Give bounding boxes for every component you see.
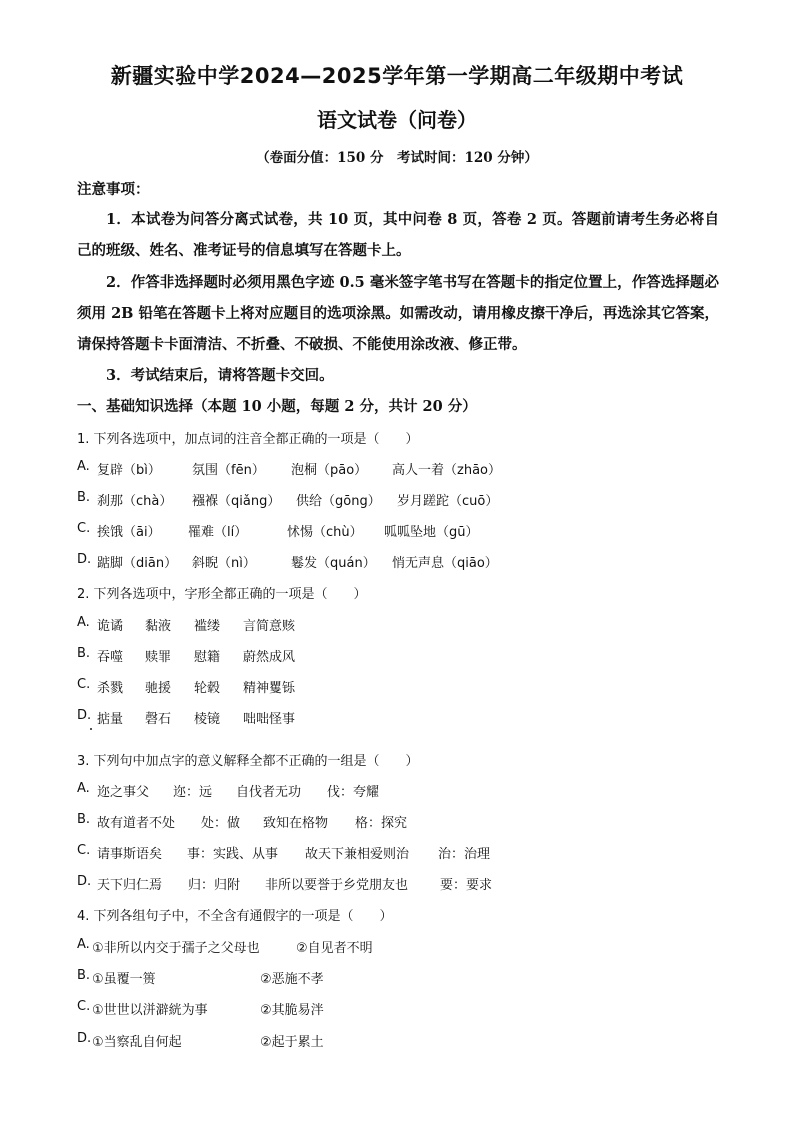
option-item: 复辟（bì） bbox=[97, 463, 161, 478]
option-item: 伐：夸耀 bbox=[327, 785, 380, 800]
option-item: ②恶施不孝 bbox=[260, 972, 324, 987]
option-item: 氛围（fēn） bbox=[192, 463, 265, 478]
notice-item-2: 2．作答非选择题时必须用黑色字迹 0.5 毫米签字笔书写在答题卡的指定位置上，作答选择题必须用 2B 铅笔在答题卡上将对应题目的选项涂黑。如需改动，请用橡皮擦干净后，再选涂其它答案，请保持答题卡卡面清洁、不折叠、不破损、不能使用涂改液、修正带。 bbox=[77, 274, 719, 353]
option-letter: C. bbox=[77, 677, 91, 692]
option-item: 黏液 bbox=[145, 619, 172, 634]
option-item: 供给（gōng） bbox=[296, 494, 381, 509]
option-item: 驰援 bbox=[145, 681, 172, 696]
option-item: 泡桐（pāo） bbox=[291, 463, 368, 478]
option-item: 挨饿（āi） bbox=[97, 525, 161, 540]
option-item: 言简意赅 bbox=[243, 619, 296, 634]
option-item: 事：实践、从事 bbox=[187, 847, 279, 862]
option-item: 吞噬 bbox=[97, 650, 124, 665]
option-item: 非所以要誉于乡党朋友也 bbox=[265, 878, 409, 893]
option-item: 迩之事父 bbox=[97, 785, 150, 800]
option-item: 高人一着（zhāo） bbox=[392, 463, 501, 478]
option-letter: D. bbox=[77, 552, 92, 567]
option-item: ②其脆易泮 bbox=[260, 1003, 324, 1018]
notice-heading: 注意事项： bbox=[77, 181, 150, 198]
option-item: 杀戮 bbox=[97, 681, 124, 696]
option-item: 咄咄怪事 bbox=[243, 712, 296, 727]
option-item: 天下归仁焉 bbox=[97, 878, 163, 893]
exam-subtitle: 语文试卷（问卷） bbox=[317, 108, 477, 132]
question-1-stem: 1. 下列各选项中，加点词的注音全都正确的一项是（ ） bbox=[77, 432, 419, 447]
option-item: 斜睨（nì） bbox=[192, 556, 256, 571]
question-3-stem: 3. 下列句中加点字的意义解释全都不正确的一组是（ ） bbox=[77, 754, 419, 769]
option-item: 慰籍 bbox=[194, 650, 221, 665]
notice-item-3: 3．考试结束后，请将答题卡交回。 bbox=[106, 367, 334, 384]
option-letter: C. bbox=[77, 521, 91, 536]
option-letter: C. bbox=[77, 999, 91, 1014]
question-2-stem: 2. 下列各选项中，字形全都正确的一项是（ ） bbox=[77, 587, 367, 602]
option-letter: C. bbox=[77, 843, 91, 858]
option-item: 请事斯语矣 bbox=[97, 847, 163, 862]
option-item: ①当察乱自何起 bbox=[92, 1035, 182, 1050]
option-letter: B. bbox=[77, 646, 91, 661]
option-item: 刹那（chà） bbox=[97, 494, 173, 509]
option-item: 赎罪 bbox=[145, 650, 172, 665]
option-item: 岁月蹉跎（cuō） bbox=[397, 494, 499, 509]
option-item: ②自见者不明 bbox=[296, 941, 373, 956]
question-4-stem: 4. 下列各组句子中，不全含有通假字的一项是（ ） bbox=[77, 909, 393, 924]
exam-meta: （卷面分值：150 分 考试时间：120 分钟） bbox=[256, 150, 538, 166]
option-item: 处：做 bbox=[201, 816, 241, 831]
option-item: 故有道者不处 bbox=[97, 816, 176, 831]
option-item: 治：治理 bbox=[438, 847, 491, 862]
option-item: 罹难（lí） bbox=[188, 525, 248, 540]
option-item: 致知在格物 bbox=[263, 816, 329, 831]
option-item: 棱镜 bbox=[194, 712, 221, 727]
notice-item-1: 1．本试卷为问答分离式试卷，共 10 页，其中问卷 8 页，答卷 2 页。答题前请考生务必将自己的班级、姓名、准考证号的信息填写在答题卡上。 bbox=[77, 211, 719, 259]
option-item: 悄无声息（qiāo） bbox=[392, 556, 498, 571]
option-letter: A. bbox=[77, 781, 90, 796]
option-item: 褴缕 bbox=[194, 619, 221, 634]
option-letter: D. bbox=[77, 708, 92, 723]
option-item: 鬈发（quán） bbox=[291, 556, 376, 571]
option-item: 自伐者无功 bbox=[236, 785, 302, 800]
option-letter: D. bbox=[77, 874, 92, 889]
option-letter: A. bbox=[77, 615, 90, 630]
option-item: 蔚然成风 bbox=[243, 650, 296, 665]
option-item: 格：探究 bbox=[355, 816, 408, 831]
option-item: 掂量 bbox=[97, 712, 124, 727]
exam-title: 新疆实验中学2024—2025学年第一学期高二年级期中考试 bbox=[110, 64, 684, 88]
option-item: ①非所以内交于孺子之父母也 bbox=[92, 941, 260, 956]
option-item: 精神矍铄 bbox=[243, 681, 296, 696]
option-item: 呱呱坠地（gū） bbox=[384, 525, 479, 540]
option-item: ②起于累土 bbox=[260, 1035, 324, 1050]
option-item: ①世世以洴澼絖为事 bbox=[92, 1003, 208, 1018]
option-letter: B. bbox=[77, 812, 91, 827]
option-item: 迩：远 bbox=[173, 785, 213, 800]
option-letter: A. bbox=[77, 459, 90, 474]
option-letter: A. bbox=[77, 937, 90, 952]
option-item: 怵惕（chù） bbox=[287, 525, 363, 540]
option-item: 磬石 bbox=[145, 712, 172, 727]
option-item: 轮毂 bbox=[194, 681, 221, 696]
option-item: ①虽覆一篑 bbox=[92, 972, 156, 987]
option-item: 归：归附 bbox=[188, 878, 241, 893]
option-letter: B. bbox=[77, 968, 91, 983]
section-heading: 一、基础知识选择（本题 10 小题，每题 2 分，共计 20 分） bbox=[77, 398, 477, 415]
option-item: 襁褓（qiǎng） bbox=[192, 494, 281, 509]
option-item: 诡谲 bbox=[97, 619, 124, 634]
stray-mark bbox=[90, 728, 92, 730]
option-item: 故天下兼相爱则治 bbox=[305, 847, 410, 862]
option-letter: D. bbox=[77, 1031, 92, 1046]
option-item: 要：要求 bbox=[440, 878, 493, 893]
option-letter: B. bbox=[77, 490, 91, 505]
option-item: 踮脚（diān） bbox=[97, 556, 178, 571]
